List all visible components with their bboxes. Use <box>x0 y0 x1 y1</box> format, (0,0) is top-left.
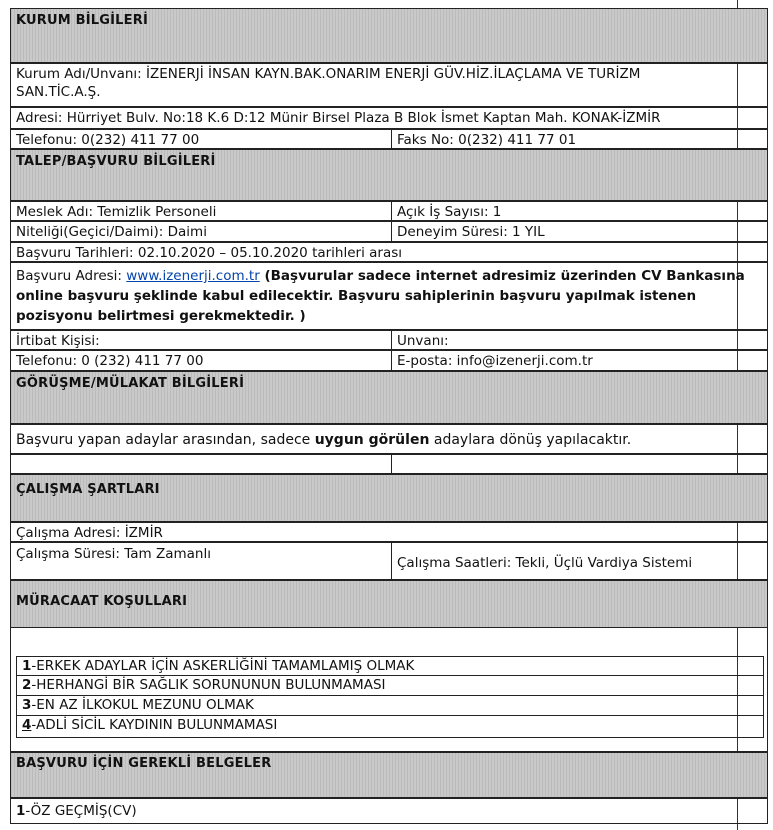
belge-item-1: 1-ÖZ GEÇMİŞ(CV) <box>10 798 768 824</box>
calisma-saatleri: Çalışma Saatleri: Tekli, Üçlü Vardiya Sistemi <box>391 543 767 579</box>
kurum-faks: Faks No: 0(232) 411 77 01 <box>391 130 767 148</box>
meslek-row <box>10 201 768 221</box>
calisma-row <box>10 542 768 580</box>
basvuru-link[interactable]: www.izenerji.com.tr <box>126 268 260 284</box>
muracaat-header: MÜRACAAT KOŞULLARI <box>10 580 768 628</box>
talep-telefon: Telefonu: 0 (232) 411 77 00 <box>16 353 204 369</box>
niteligi: Niteliği(Geçici/Daimi): Daimi <box>16 224 207 240</box>
unvani: Unvanı: <box>391 331 767 349</box>
kurum-telefon: Telefonu: 0(232) 411 77 00 <box>16 132 200 148</box>
irtibat-row <box>10 330 768 350</box>
kurum-header: KURUM BİLGİLERİ <box>10 8 768 63</box>
deneyim-suresi: Deneyim Süresi: 1 YIL <box>391 222 767 241</box>
kurum-iletisim-row <box>10 129 768 149</box>
calisma-suresi: Çalışma Süresi: Tam Zamanlı <box>16 546 211 562</box>
kurum-adi-line2: SAN.TİC.A.Ş. <box>16 84 101 100</box>
kosul-item-2: 2-HERHANGİ BİR SAĞLIK SORUNUNUN BULUNMAMASI <box>16 676 764 696</box>
meslek-adi: Meslek Adı: Temizlik Personeli <box>16 204 217 220</box>
acik-is-sayisi: Açık İş Sayısı: 1 <box>391 202 767 220</box>
kurum-adi <box>10 63 768 107</box>
gorusme-bos-cell <box>391 455 767 473</box>
gorusme-metni: Başvuru yapan adaylar arasından, sadece uygun görülen adaylara dönüş yapılacaktır. <box>10 424 768 454</box>
kosul-item-3: 3-EN AZ İLKOKUL MEZUNU OLMAK <box>16 696 764 716</box>
kosul-item-1: 1-ERKEK ADAYLAR İÇİN ASKERLİĞİNİ TAMAMLAMIŞ OLMAK <box>16 656 764 676</box>
talep-iletisim-row <box>10 350 768 371</box>
kurum-adres: Adresi: Hürriyet Bulv. No:18 K.6 D:12 Münir Birsel Plaza B Blok İsmet Kaptan Mah. KONAK-İZMİR <box>10 107 768 129</box>
kurum-adi-line1: Kurum Adı/Unvanı: İZENERJİ İNSAN KAYN.BAK.ONARIM ENERJİ GÜV.HİZ.İLAÇLAMA VE TURİZM <box>16 66 641 82</box>
gorusme-header: GÖRÜŞME/MÜLAKAT BİLGİLERİ <box>10 371 768 424</box>
kosul-item-4: 4-ADLİ SİCİL KAYDININ BULUNMAMASI <box>16 716 764 738</box>
basvuru-tarihleri: Başvuru Tarihleri: 02.10.2020 – 05.10.2020 tarihleri arası <box>10 242 768 262</box>
basvuru-notu: (Başvurular sadece internet adresimiz üzerinden CV Bankasına online başvuru şeklinde kabul edilecektir. Başvuru sahiplerinin başvuru yapılmak istenen pozisyonu belirtmesi gerekmektedir. ) <box>16 268 745 324</box>
calisma-header: ÇALIŞMA ŞARTLARI <box>10 474 768 522</box>
calisma-adresi: Çalışma Adresi: İZMİR <box>10 522 768 542</box>
basvuru-adresi: Başvuru Adresi: www.izenerji.com.tr (Başvurular sadece internet adresimiz üzerinden CV Bankasına online başvuru şeklinde kabul edilecektir. Başvuru sahiplerinin başvuru yapılmak istenen pozisyonu belirtmesi gerekmektedir. ) <box>10 262 768 330</box>
talep-header: TALEP/BAŞVURU BİLGİLERİ <box>10 149 768 201</box>
belgeler-header: BAŞVURU İÇİN GEREKLİ BELGELER <box>10 752 768 798</box>
talep-eposta: E-posta: info@izenerji.com.tr <box>391 351 767 370</box>
gorusme-bos-row <box>10 454 768 474</box>
nitelik-row <box>10 221 768 242</box>
irtibat-kisisi: İrtibat Kişisi: <box>16 333 100 349</box>
